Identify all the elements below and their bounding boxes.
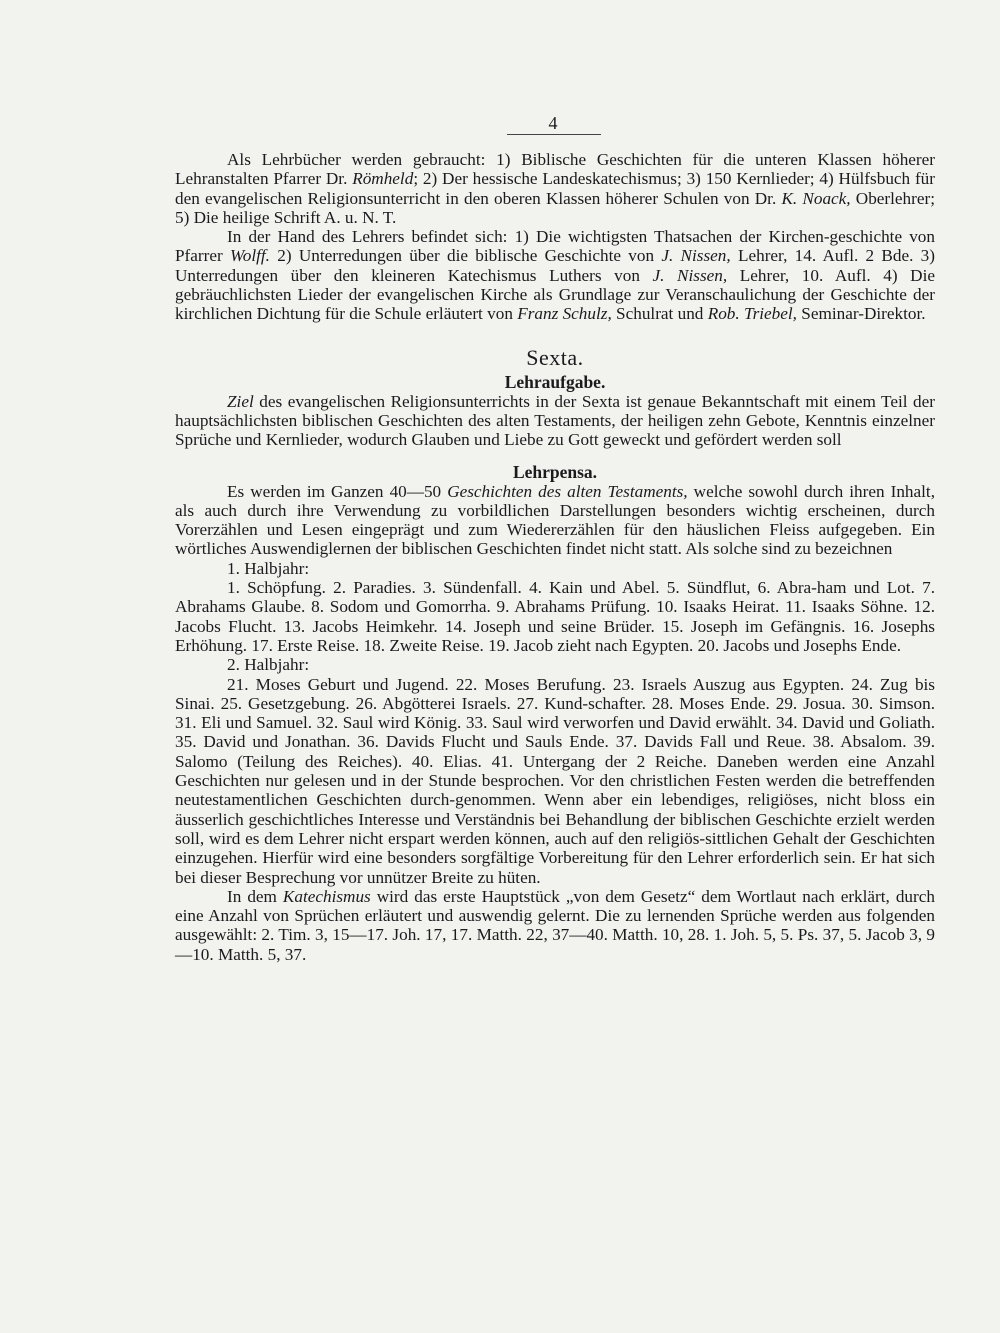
katechismus-paragraph: [175, 887, 935, 964]
textbooks-paragraph: [175, 150, 935, 227]
lehraufgabe-paragraph: [175, 392, 935, 450]
text-run: In dem: [227, 886, 283, 906]
halbjahr-1-label: 1. Halbjahr:: [227, 558, 310, 578]
emphasis-word: Ziel: [227, 391, 254, 411]
author-name: K. Noack,: [781, 188, 851, 208]
text-run: Schulrat und: [611, 304, 708, 324]
text-run: Es werden im Ganzen 40—50: [227, 481, 448, 501]
text-run: 2) Unterredungen über die biblische Geschichte von: [269, 246, 662, 266]
subheading-lehrpensa: Lehrpensa.: [512, 461, 598, 482]
emphasis-phrase: Geschichten des alten Testaments,: [447, 481, 688, 501]
author-name: Wolff.: [230, 246, 270, 266]
text-run: Seminar-Direktor.: [796, 304, 926, 324]
page-number: 4: [548, 113, 558, 133]
text-run: Lehrer, 10. Aufl. 4) Die gebräuchlichsten Lieder der evangelischen Kirche als Grundlage zur Veranschaulichung der Geschichte der kirchlichen Dichtung für die Schule erläutert von: [175, 265, 935, 324]
author-name: J. Nissen,: [661, 246, 731, 266]
lehrpensa-intro-paragraph: [175, 482, 935, 559]
emphasis-word: Katechismus: [282, 886, 371, 906]
halbjahr-2-label: 2. Halbjahr:: [227, 655, 310, 675]
page-number-rule: [507, 134, 601, 135]
text-run: wird das erste Hauptstück „von dem Gesetz“ dem Wortlaut nach erklärt, durch eine Anzahl von Sprüchen erläutert und auswendig gelernt. Die zu lernenden Sprüche werden aus folgenden ausgewählt: 2. Tim. 3, 15—17. Joh. 17, 17. Matth. 22, 37—40. Matth. 10, 28. 1. Joh. 5, 5. Ps. 37, 5. Jacob 3, 9—10. Matth. 5, 37.: [175, 886, 935, 964]
text-run: Als Lehrbücher werden gebraucht: 1) Biblische Geschichten für die unteren Klassen höherer Lehranstalten Pfarrer Dr.: [175, 150, 935, 189]
teacher-books-paragraph: [175, 227, 935, 323]
text-run: Oberlehrer; 5) Die heilige Schrift A. u. N. T.: [175, 188, 935, 227]
document-body: [175, 150, 935, 964]
halbjahr-2-list: 21. Moses Geburt und Jugend. 22. Moses Berufung. 23. Israels Auszug aus Egypten. 24. Zug bis Sinai. 25. Gesetzgebung. 26. Abgötterei Israels. 27. Kund-schafter. 28. Moses Ende. 29. Josua. 30. Simson. 31. Eli und Samuel. 32. Saul wird König. 33. Saul wird verworfen und David erwählt. 34. David und Goliath. 35. David und Jonathan. 36. Davids Flucht und Sauls Ende. 37. Davids Fall und Reue. 38. Absalom. 39. Salomo (Teilung des Reiches). 40. Elias. 41. Untergang der 2 Reiche. Daneben werden eine Anzahl Geschichten nur gelesen und in der Stunde besprochen. Vor den christlichen Festen werden die betreffenden neutestamentlichen Geschichten durch-genommen. Wenn aber ein lebendiges, religiöses, nicht bloss ein äusserlich geschichtliches Interesse und Verständnis bei Behandlung der biblischen Geschichte erzielt werden soll, wird es dem Lehrer nicht erspart werden können, auch auf den religiös-sittlichen Gehalt der Geschichten einzugehen. Hierfür wird eine besonders sorgfältige Vorbereitung für den Lehrer erforderlich sein. Er hat sich bei dieser Besprechung vor unnützer Breite zu hüten.: [175, 674, 935, 887]
subheading-lehraufgabe: Lehraufgabe.: [504, 371, 606, 392]
section-heading-sexta: Sexta.: [526, 344, 584, 370]
text-run: des evangelischen Religionsunterrichts in der Sexta ist genaue Bekanntschaft mit einem Teil der hauptsächlichsten biblischen Geschichten des alten Testaments, der heiligen zehn Gebote, Kenntnis einzelner Sprüche und Kernlieder, wodurch Glauben und Liebe zu Gott geweckt und gefördert werden soll: [175, 391, 935, 450]
author-name: Rob. Triebel,: [707, 304, 797, 324]
text-run: welche sowohl durch ihren Inhalt, als auch durch ihre Verwendung zu vorbildlichen Darstellungen besonders wichtig erscheinen, durch Vorerzählen und Lesen eingeprägt und zum Wiedererzählen für den häuslichen Fleiss aufgegeben. Ein wörtliches Auswendiglernen der biblischen Geschichten findet nicht statt. Als solche sind zu bezeichnen: [175, 481, 935, 559]
author-name: Franz Schulz,: [517, 304, 612, 324]
text-run: Lehrer, 14. Aufl. 2 Bde. 3) Unterredungen über den kleineren Katechismus Luthers von: [175, 246, 935, 285]
text-run: ; 2) Der hessische Landeskatechismus; 3) 150 Kernlieder; 4) Hülfsbuch für den evangelischen Religionsunterricht in den oberen Klassen höherer Schulen von Dr.: [175, 169, 935, 208]
halbjahr-1-list: 1. Schöpfung. 2. Paradies. 3. Sündenfall. 4. Kain und Abel. 5. Sündflut, 6. Abra-ham und Lot. 7. Abrahams Glaube. 8. Sodom und Gomorrha. 9. Abrahams Prüfung. 10. Isaaks Heirat. 11. Isaaks Söhne. 12. Jacobs Flucht. 13. Jacobs Heimkehr. 14. Joseph und seine Brüder. 15. Joseph im Gefängnis. 16. Josephs Erhöhung. 17. Erste Reise. 18. Zweite Reise. 19. Jacob zieht nach Egypten. 20. Jacobs und Josephs Ende.: [175, 578, 935, 655]
author-name: J. Nissen,: [652, 265, 728, 285]
text-run: In der Hand des Lehrers befindet sich: 1) Die wichtigsten Thatsachen der Kirchen-geschichte von Pfarrer: [175, 227, 935, 266]
author-name: Römheld: [352, 169, 414, 189]
